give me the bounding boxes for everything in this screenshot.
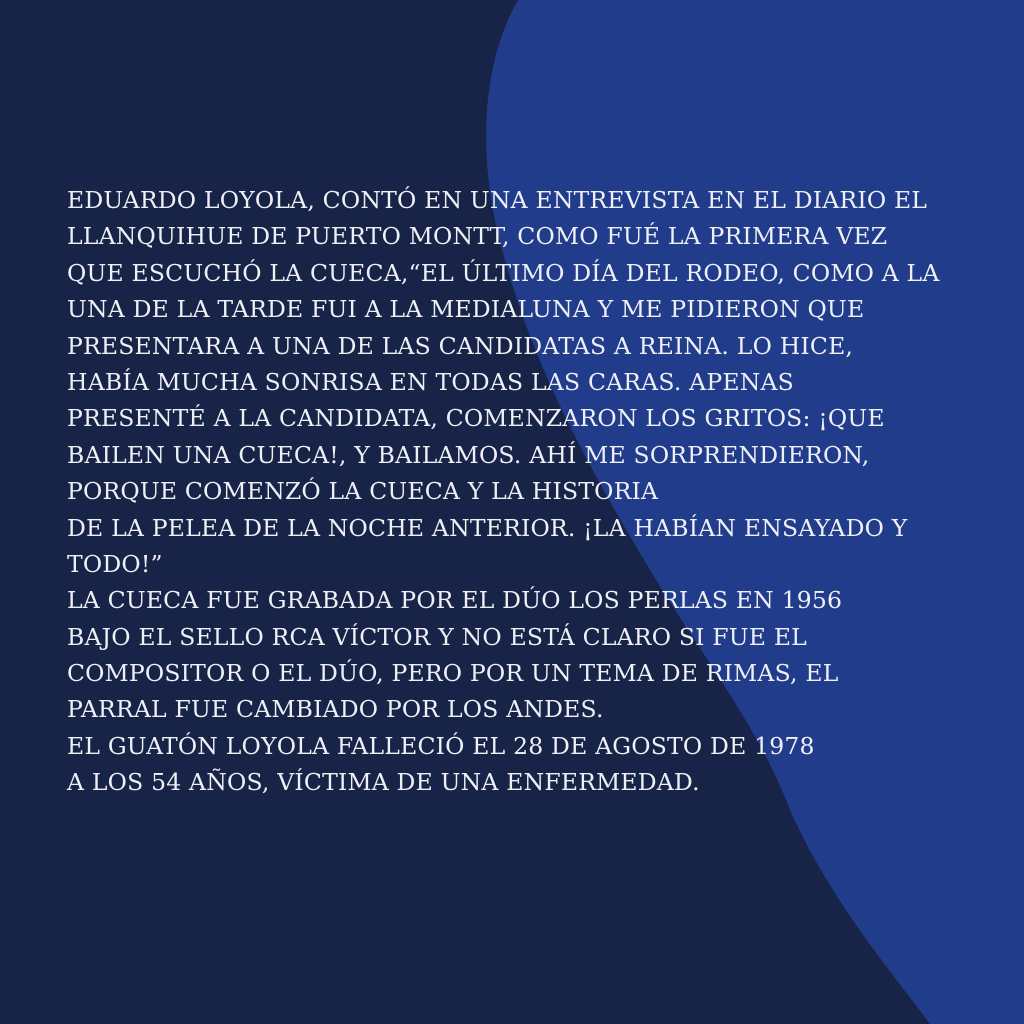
story-line: BAJO EL SELLO RCA VÍCTOR Y NO ESTÁ CLARO SI FUE EL <box>67 622 807 651</box>
story-line: PRESENTÉ A LA CANDIDATA, COMENZARON LOS GRITOS: ¡QUE <box>67 404 885 433</box>
story-line: PORQUE COMENZÓ LA CUECA Y LA HISTORIA <box>67 477 659 506</box>
story-line: EDUARDO LOYOLA, CONTÓ EN UNA ENTREVISTA EN EL DIARIO EL <box>67 186 928 214</box>
story-line: EL GUATÓN LOYOLA FALLECIÓ EL 28 DE AGOSTO DE 1978 <box>67 731 815 760</box>
story-line: PARRAL FUE CAMBIADO POR LOS ANDES. <box>67 695 604 724</box>
story-line: COMPOSITOR O EL DÚO, PERO POR UN TEMA DE RIMAS, EL <box>67 659 839 688</box>
story-text <box>67 182 967 801</box>
story-line: DE LA PELEA DE LA NOCHE ANTERIOR. ¡LA HABÍAN ENSAYADO Y <box>67 513 908 542</box>
story-line: BAILEN UNA CUECA!, Y BAILAMOS. AHÍ ME SORPRENDIERON, <box>67 440 870 469</box>
story-line: QUE ESCUCHÓ LA CUECA,“EL ÚLTIMO DÍA DEL RODEO, COMO A LA <box>67 258 940 287</box>
story-line: LA CUECA FUE GRABADA POR EL DÚO LOS PERLAS EN 1956 <box>67 586 843 615</box>
story-line: HABÍA MUCHA SONRISA EN TODAS LAS CARAS. APENAS <box>67 367 794 396</box>
story-line: TODO!” <box>67 549 163 578</box>
story-line: PRESENTARA A UNA DE LAS CANDIDATAS A REINA. LO HICE, <box>67 331 854 360</box>
story-line: LLANQUIHUE DE PUERTO MONTT, COMO FUÉ LA PRIMERA VEZ <box>67 222 888 251</box>
story-line: UNA DE LA TARDE FUI A LA MEDIALUNA Y ME PIDIERON QUE <box>67 295 865 324</box>
story-line: A LOS 54 AÑOS, VÍCTIMA DE UNA ENFERMEDAD. <box>67 768 700 797</box>
